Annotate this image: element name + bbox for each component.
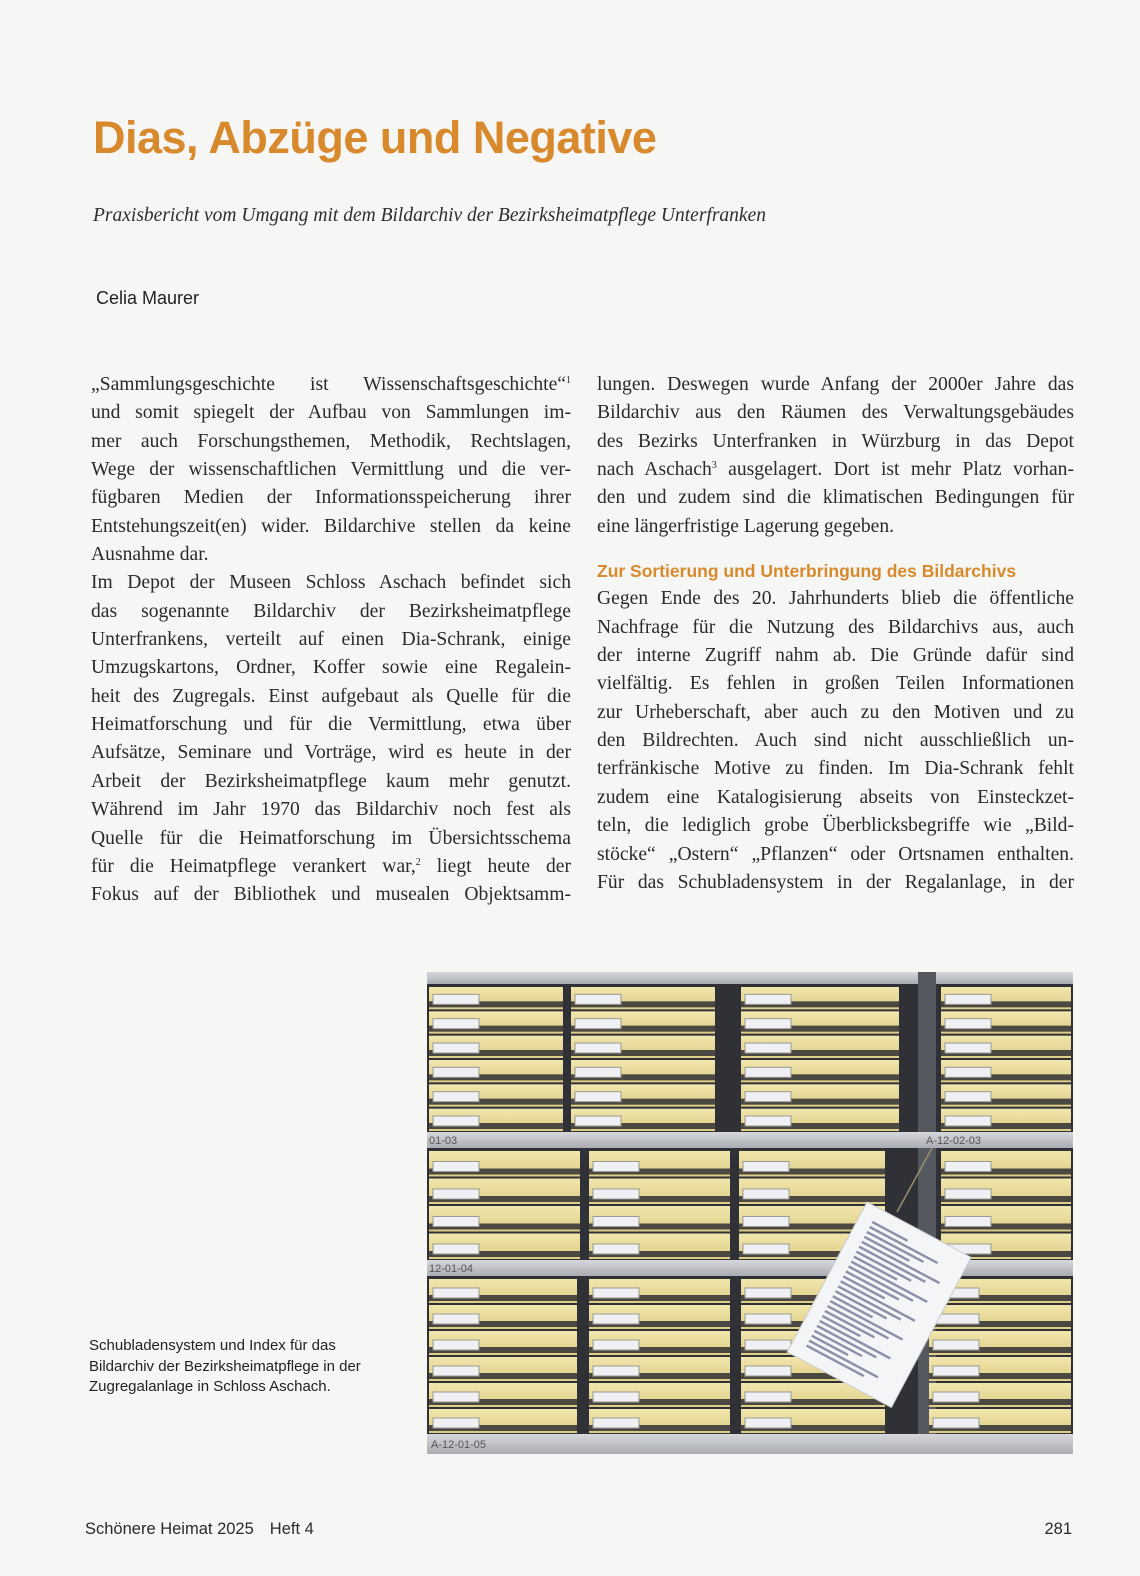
drawer-label-card — [945, 1019, 991, 1029]
drawer-label-card — [575, 1092, 621, 1102]
drawer-label-card — [593, 1288, 639, 1298]
drawer-label-card — [745, 1392, 791, 1402]
text-line: Aufsätze, Seminare und Vorträge, wird es heute in der — [91, 742, 571, 764]
footnote-ref[interactable]: 1 — [566, 375, 571, 386]
drawer-label-card — [743, 1162, 789, 1172]
text-line: den Bildrechten. Auch sind nicht ausschließlich un- — [597, 730, 1074, 752]
text-line: vielfältig. Es fehlen in großen Teilen Informationen — [597, 673, 1074, 695]
text-line: Im Depot der Museen Schloss Aschach befindet sich — [91, 572, 571, 594]
text-line: Umzugskartons, Ordner, Koffer sowie eine Regalein- — [91, 657, 571, 679]
drawer-label-card — [593, 1217, 639, 1227]
drawer-label-card — [745, 994, 791, 1004]
drawer-label-card — [933, 1418, 979, 1428]
drawer-label-card — [575, 1043, 621, 1053]
text-line: nach Aschach$^3$ ausgelagert. Dort ist mehr Platz vorhan- — [597, 459, 1075, 481]
drawer-label-card — [593, 1366, 639, 1376]
drawer-label-card — [593, 1162, 639, 1172]
photo-illustration — [427, 972, 1073, 1454]
drawer-label-card — [593, 1340, 639, 1350]
drawer-label-card — [945, 1217, 991, 1227]
article-subtitle: Praxisbericht vom Umgang mit dem Bildarchiv der Bezirksheimatpflege Unterfranken — [93, 205, 766, 226]
text-line: Bildarchiv aus den Räumen des Verwaltungsgebäudes — [597, 402, 1074, 424]
archive-shelving-photo — [427, 972, 1073, 1454]
text-line: Während im Jahr 1970 das Bildarchiv noch fest als — [91, 799, 571, 821]
drawer-label-card — [745, 1340, 791, 1350]
drawer-label-card — [593, 1418, 639, 1428]
text-line: Arbeit der Bezirksheimatpflege kaum mehr genutzt. — [91, 770, 571, 792]
drawer-label-card — [433, 1244, 479, 1254]
text-line: terfränkische Motive zu finden. Im Dia-Schrank fehlt — [597, 758, 1074, 780]
drawer-label-card — [433, 1067, 479, 1077]
drawer-label-card — [433, 1162, 479, 1172]
text-line: fügbaren Medien der Informationsspeicherung ihrer — [91, 487, 571, 509]
text-line: mer auch Forschungsthemen, Methodik, Rechtslagen, — [91, 430, 571, 452]
drawer-label-card — [745, 1092, 791, 1102]
drawer-label-card — [745, 1418, 791, 1428]
text-line: Unterfrankens, verteilt auf einen Dia-Schrank, einige — [91, 629, 571, 651]
drawer-label-card — [743, 1244, 789, 1254]
drawer-label-card — [945, 1043, 991, 1053]
text-line: heit des Zugregals. Einst aufgebaut als Quelle für die — [91, 685, 571, 707]
drawer-label-card — [945, 1162, 991, 1172]
drawer-label-card — [575, 1019, 621, 1029]
article-title: Dias, Abzüge und Negative — [93, 112, 657, 163]
drawer-label-card — [593, 1189, 639, 1199]
footnote-ref[interactable]: 2 — [415, 856, 421, 868]
shelf — [427, 1434, 1073, 1454]
drawer-label-card — [945, 1067, 991, 1077]
drawer-label-card — [933, 1340, 979, 1350]
text-line: zur Urheberschaft, aber auch zu den Motiven und zu — [597, 701, 1074, 723]
text-line: Nachfrage für die Nutzung des Bildarchivs aus, auch — [597, 616, 1074, 638]
drawer-label-card — [745, 1043, 791, 1053]
text-line: „Sammlungsgeschichte ist Wissenschaftsgeschichte“$^1$ — [91, 374, 571, 395]
drawer-label-card — [745, 1116, 791, 1126]
text-line: stöcke“ „Ostern“ „Pflanzen“ oder Ortsnamen enthalten. — [597, 843, 1074, 865]
drawer-label-card — [745, 1288, 791, 1298]
drawer-label-card — [593, 1392, 639, 1402]
text-line: Entstehungszeit(en) wider. Bildarchive stellen da keine — [91, 515, 571, 537]
drawer-label-card — [745, 1314, 791, 1324]
text-line: den und zudem sind die klimatischen Bedingungen für — [597, 487, 1074, 509]
figure-caption — [89, 1336, 409, 1398]
caption-line: Bildarchiv der Bezirksheimatpflege in der — [89, 1357, 361, 1375]
drawer-label-card — [433, 994, 479, 1004]
drawer-label-card — [593, 1244, 639, 1254]
drawer-label-card — [575, 994, 621, 1004]
drawer-label-card — [743, 1189, 789, 1199]
text-line: Quelle für die Heimatforschung im Übersichtsschema — [91, 827, 571, 849]
drawer-label-card — [433, 1116, 479, 1126]
text-line: der interne Zugriff nahm ab. Die Gründe dafür sind — [597, 645, 1074, 667]
drawer-label-card — [945, 1116, 991, 1126]
drawer-label-card — [575, 1067, 621, 1077]
drawer-label-card — [593, 1314, 639, 1324]
shelf — [427, 1260, 1073, 1276]
footnote-ref[interactable]: 3 — [711, 460, 717, 472]
drawer-label-card — [433, 1418, 479, 1428]
text-line: teln, die lediglich grobe Überblicksbegriffe wie „Bild- — [597, 815, 1074, 837]
page-number: 281 — [1044, 1520, 1072, 1538]
text-line: Für das Schubladensystem in der Regalanlage, in der — [597, 871, 1074, 893]
drawer-label-card — [433, 1092, 479, 1102]
drawer-label-card — [743, 1217, 789, 1227]
drawer-label-card — [945, 1189, 991, 1199]
drawer-label-card — [433, 1392, 479, 1402]
drawer-label-card — [433, 1189, 479, 1199]
drawer-label-card — [433, 1217, 479, 1227]
text-line: eine längerfristige Lagerung gegeben. — [597, 515, 895, 537]
text-line: zudem eine Katalogisierung abseits von Einsteckzet- — [597, 786, 1074, 808]
drawer-label-card — [933, 1366, 979, 1376]
footer-publication — [85, 1520, 314, 1539]
section-heading: Zur Sortierung und Unterbringung des Bildarchivs — [597, 561, 1017, 582]
text-line: das sogenannte Bildarchiv der Bezirksheimatpflege — [91, 600, 571, 622]
shelf-label: A-12-01-05 — [431, 1439, 487, 1451]
drawer-label-card — [933, 1392, 979, 1402]
text-line: Wege der wissenschaftlichen Vermittlung und die ver- — [91, 459, 571, 481]
text-line: des Bezirks Unterfranken in Würzburg in das Depot — [597, 430, 1074, 452]
text-line: lungen. Deswegen wurde Anfang der 2000er Jahre das — [597, 374, 1074, 395]
drawer-label-card — [745, 1019, 791, 1029]
text-line: Gegen Ende des 20. Jahrhunderts blieb die öffentliche — [597, 588, 1074, 610]
right-column — [597, 371, 1074, 897]
drawer-label-card — [575, 1116, 621, 1126]
issue-number: Heft 4 — [269, 1520, 314, 1538]
text-line: Heimatforschung und für die Vermittlung, etwa über — [91, 714, 571, 736]
drawer-label-card — [433, 1366, 479, 1376]
drawer-label-card — [745, 1067, 791, 1077]
drawer-label-card — [433, 1019, 479, 1029]
drawer-label-card — [945, 994, 991, 1004]
shelf-label: 12-01-04 — [429, 1263, 474, 1275]
drawer-label-card — [433, 1314, 479, 1324]
drawer-label-card — [433, 1043, 479, 1053]
text-line: für die Heimatpflege verankert war,$^2$ liegt heute der — [91, 855, 571, 877]
shelf-rail — [427, 972, 1073, 984]
article-author: Celia Maurer — [96, 288, 200, 308]
shelf-label: A-12-02-03 — [926, 1135, 982, 1147]
drawer-label-card — [945, 1092, 991, 1102]
text-line: Ausnahme dar. — [91, 544, 209, 566]
text-line: Fokus auf der Bibliothek und musealen Objektsamm- — [91, 884, 571, 906]
text-line: und somit spiegelt der Aufbau von Sammlungen im- — [91, 402, 571, 424]
caption-line: Zugregalanlage in Schloss Aschach. — [89, 1378, 331, 1395]
drawer-label-card — [433, 1288, 479, 1298]
caption-line: Schubladensystem und Index für das — [89, 1337, 336, 1354]
shelf-label: 01-03 — [429, 1135, 458, 1147]
drawer-label-card — [745, 1366, 791, 1376]
drawer-label-card — [433, 1340, 479, 1350]
shelf-post — [918, 972, 936, 1454]
publication-name: Schönere Heimat 2025 — [85, 1520, 254, 1538]
left-column — [91, 371, 571, 910]
